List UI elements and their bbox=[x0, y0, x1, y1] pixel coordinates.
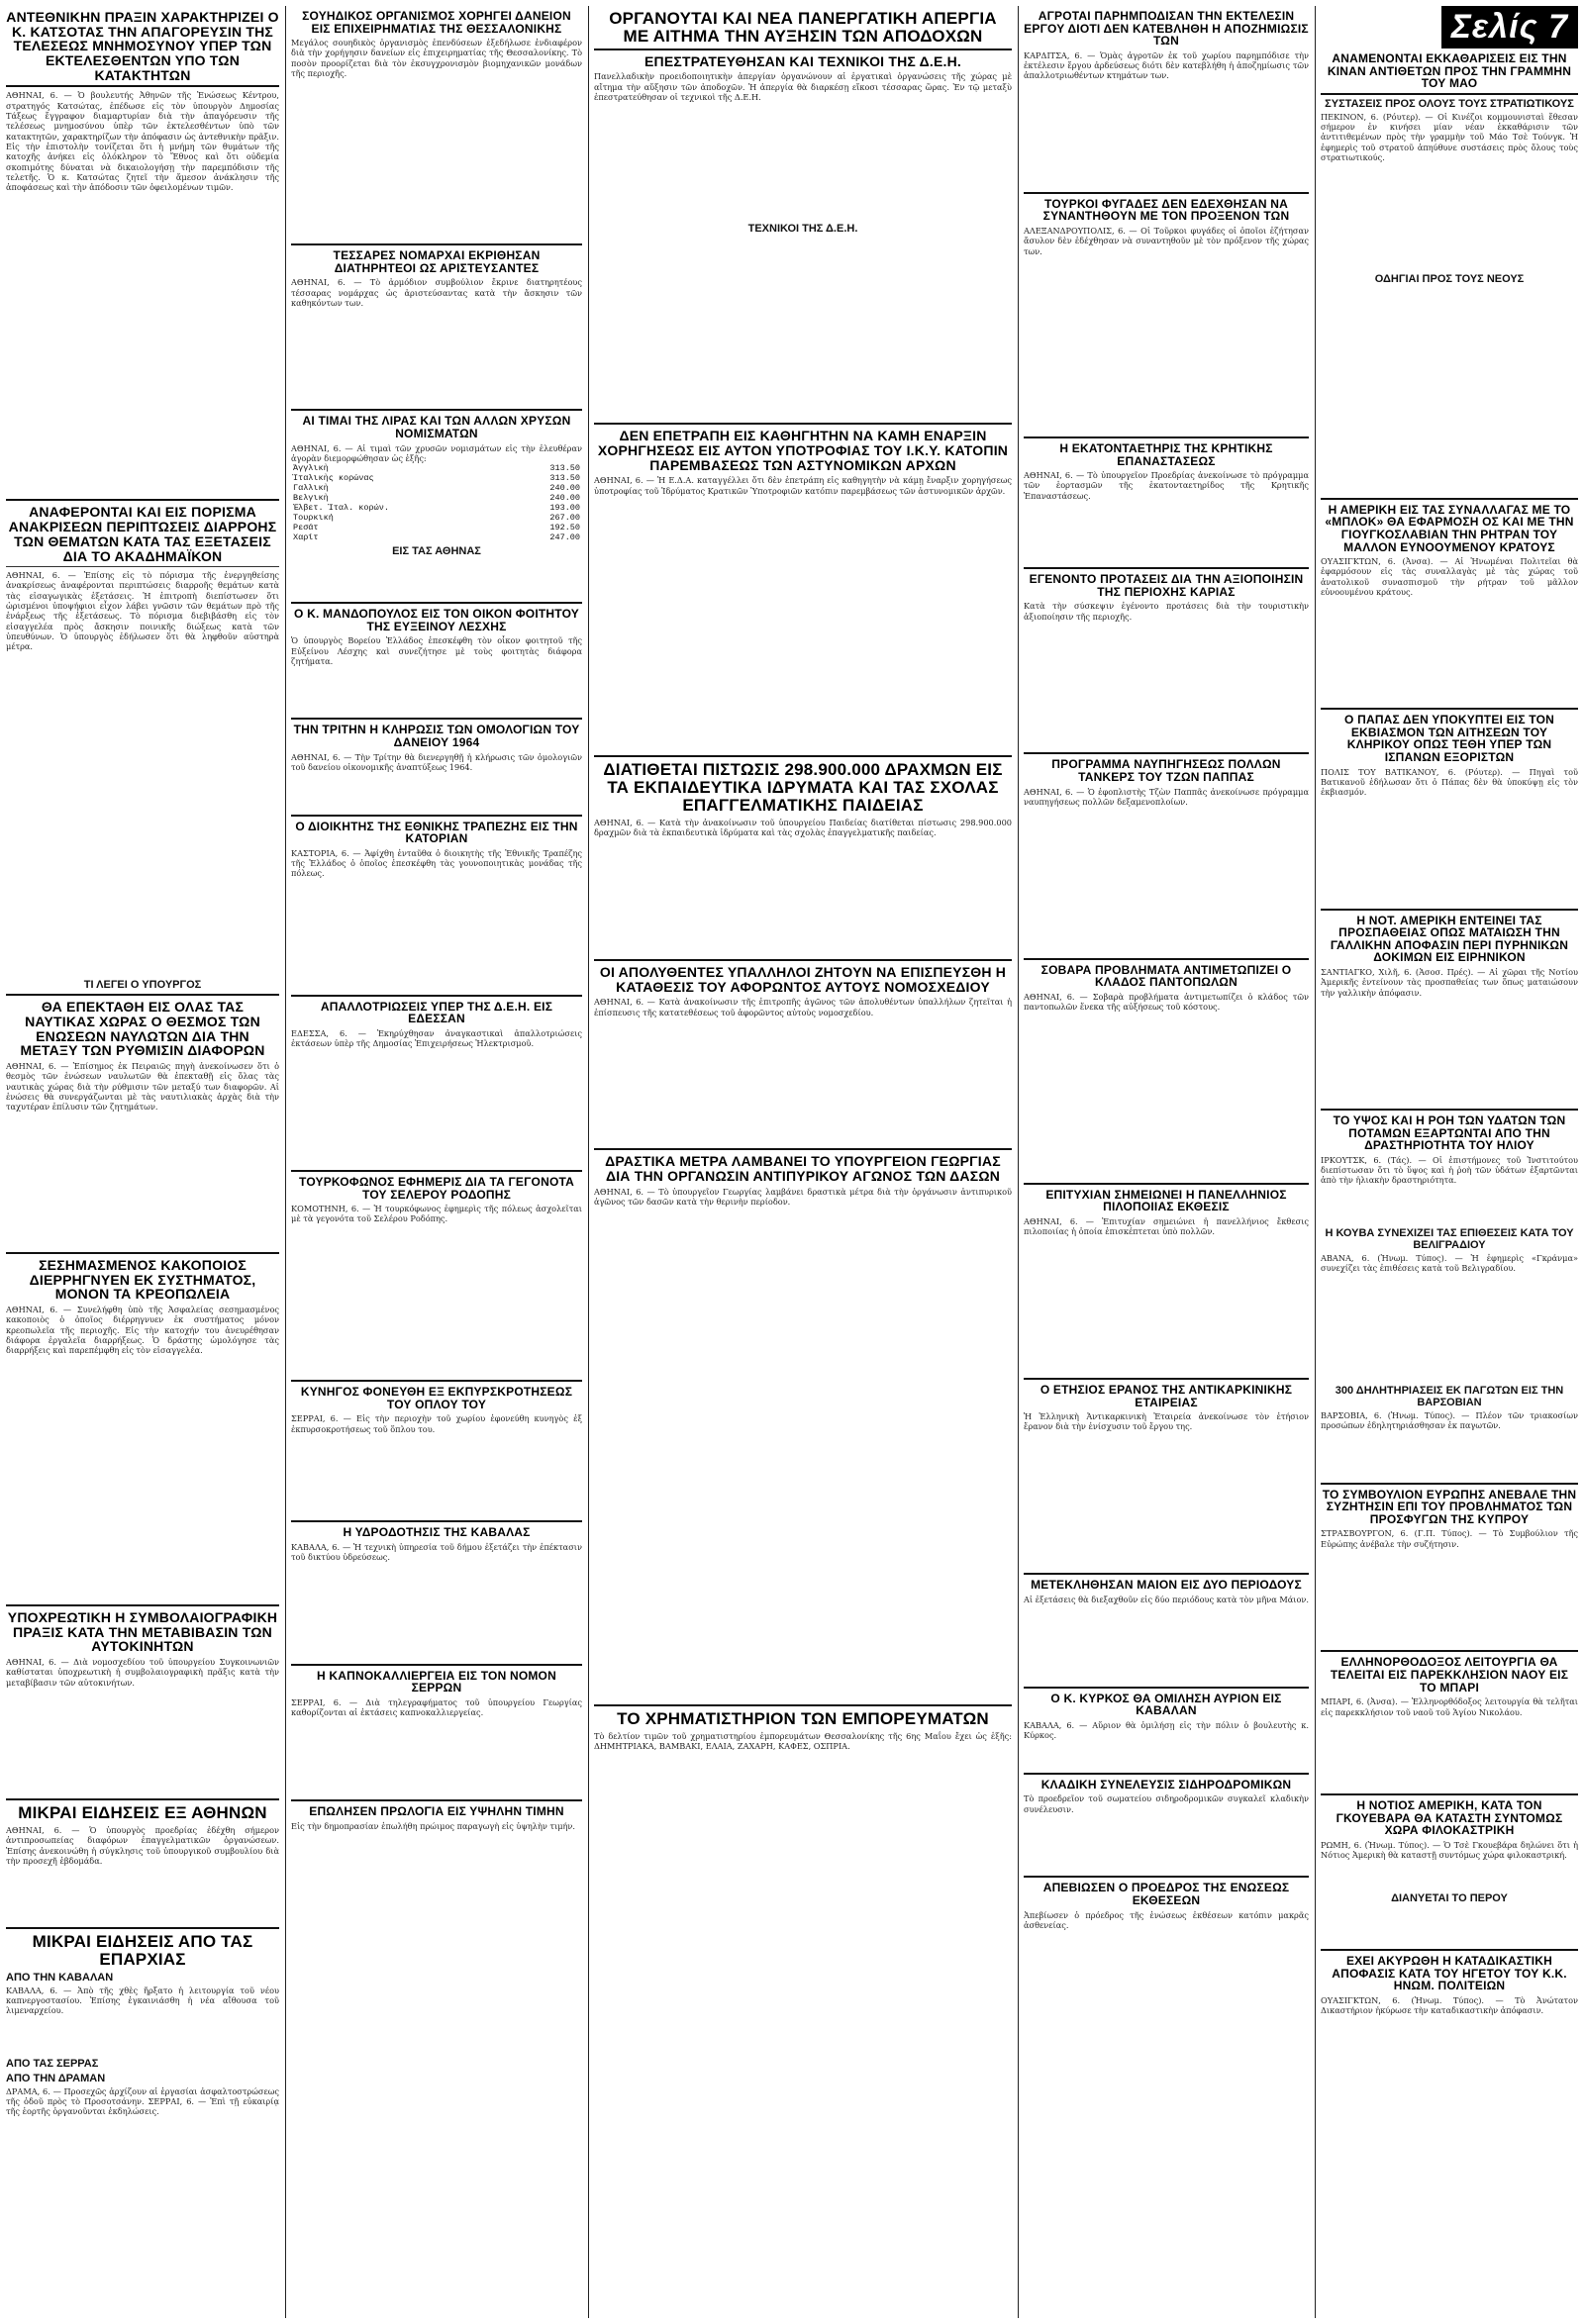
gold-price-row bbox=[291, 523, 582, 533]
headline: ΕΧΕΙ ΑΚΥΡΩΘΗ Η ΚΑΤΑΔΙΚΑΣΤΙΚΗ ΑΠΟΦΑΣΙΣ ΚΑΤΑ ΤΟΥ ΗΓΕΤΟΥ ΤΟΥ Κ.Κ. ΗΝΩΜ. ΠΟΛΙΤΕΙΩΝ bbox=[1332, 1954, 1567, 1993]
article-body: ΑΒΑΝΑ, 6. (Ἡνωμ. Τύπος). — Ἡ ἐφημερὶς «Γκράνμα» συνεχίζει τὰς ἐπιθέσεις κατὰ τοῦ Βελιγραδίου. bbox=[1321, 1252, 1578, 1273]
article-body: ΚΑΒΑΛΑ, 6. — Αὔριον θὰ ὁμιλήσῃ εἰς τὴν πόλιν ὁ βουλευτὴς κ. Κύρκος. bbox=[1024, 1719, 1309, 1741]
gold-price-row bbox=[291, 513, 582, 523]
divider bbox=[1321, 93, 1578, 95]
article-body: ΠΕΚΙΝΟΝ, 6. (Ρόυτερ). — Οἱ Κινέζοι κομμουνισταὶ ἔθεσαν σήμερον ἐν κινήσει μίαν νέαν ἐκκαθάρισιν τῶν ἀντιτιθεμένων πρὸς τὴν γραμμὴν τοῦ Μάο Τσὲ Τούνγκ. Ἡ ἐφημερὶς τοῦ στρατοῦ ἀπηύθυνε συστάσεις πρὸς ὅλους τοὺς στρατιωτικούς. bbox=[1321, 111, 1578, 162]
article-body: Ἡ Ἑλληνικὴ Ἀντικαρκινικὴ Ἑταιρεία ἀνεκοίνωσε τὸν ἐτήσιον ἔρανον διὰ τὴν ἐνίσχυσιν τοῦ ἔργου της. bbox=[1024, 1411, 1309, 1432]
divider bbox=[1321, 1483, 1578, 1485]
headline: ΣΟΒΑΡΑ ΠΡΟΒΛΗΜΑΤΑ ΑΝΤΙΜΕΤΩΠΙΖΕΙ Ο ΚΛΑΔΟΣ ΠΑΝΤΟΠΩΛΩΝ bbox=[1040, 962, 1292, 990]
headline: ΤΟ ΧΡΗΜΑΤΙΣΤΗΡΙΟΝ ΤΩΝ ΕΜΠΟΡΕΥΜΑΤΩΝ bbox=[617, 1708, 989, 1728]
article-body: Μεγάλος σουηδικὸς ὀργανισμὸς ἐπενδύσεων ἐξεδήλωσε ἐνδιαφέρον διὰ τὴν χορήγησιν δανείων εἰς ἐπιχειρηματίας τῆς Θεσσαλονίκης. Τὸ ποσὸν προορίζεται διὰ τὸν ἐκσυγχρονισμὸν βιομηχανικῶν μονάδων τῆς περιοχῆς. bbox=[291, 38, 582, 79]
article-body: ΑΘΗΝΑΙ, 6. — Τὸ ὑπουργεῖον Γεωργίας λαμβάνει δραστικὰ μέτρα διὰ τὴν ὀργάνωσιν ἀντιπυρικοῦ ἀγῶνος τῶν δασῶν κατὰ τὴν θερινὴν περίοδον. bbox=[594, 1186, 1012, 1208]
article-body: Κατὰ τὴν σύσκεψιν ἐγένοντο προτάσεις διὰ τὴν τουριστικὴν ἀξιοποίησιν τῆς περιοχῆς. bbox=[1024, 601, 1309, 622]
subhead: 300 ΔΗΛΗΤΗΡΙΑΣΕΙΣ ΕΚ ΠΑΓΩΤΩΝ ΕΙΣ ΤΗΝ ΒΑΡΣΟΒΙΑΝ bbox=[1335, 1384, 1564, 1408]
divider bbox=[1024, 1378, 1309, 1380]
headline: ΣΕΣΗΜΑΣΜΕΝΟΣ ΚΑΚΟΠΟΙΟΣ ΔΙΕΡΡΗΓΝΥΕΝ ΕΚ ΣΥΣΤΗΜΑΤΟΣ, ΜΟΝΟΝ ΤΑ ΚΡΕΟΠΩΛΕΙΑ bbox=[29, 1256, 256, 1303]
gold-price-row bbox=[291, 503, 582, 513]
divider bbox=[594, 48, 1012, 50]
subhead: ΟΔΗΓΙΑΙ ΠΡΟΣ ΤΟΥΣ ΝΕΟΥΣ bbox=[1374, 272, 1525, 285]
article-body: ΑΘΗΝΑΙ, 6. — Τὴν Τρίτην θὰ διενεργηθῇ ἡ κλήρωσις τῶν ὁμολογιῶν τοῦ δανείου οἰκονομικῆς ἀναπτύξεως 1964. bbox=[291, 751, 582, 772]
article-body bbox=[1321, 1906, 1578, 1946]
headline: ΘΑ ΕΠΕΚΤΑΘΗ ΕΙΣ ΟΛΑΣ ΤΑΣ ΝΑΥΤΙΚΑΣ ΧΩΡΑΣ Ο ΘΕΣΜΟΣ ΤΩΝ ΕΝΩΣΕΩΝ ΝΑΥΛΩΤΩΝ ΔΙΑ ΤΗΝ ΜΕΤΑΞΥ ΤΩΝ ΡΥΘΜΙΣΙΝ ΔΙΑΦΟΡΩΝ bbox=[20, 999, 265, 1059]
headline: ΤΟ ΣΥΜΒΟΥΛΙΟΝ ΕΥΡΩΠΗΣ ΑΝΕΒΑΛΕ ΤΗΝ ΣΥΖΗΤΗΣΙΝ ΕΠΙ ΤΟΥ ΠΡΟΒΛΗΜΑΤΟΣ ΤΩΝ ΠΡΟΣΦΥΓΩΝ ΤΗΣ ΚΥΠΡΟΥ bbox=[1322, 1487, 1577, 1526]
coin-price: 193.00 bbox=[549, 503, 580, 514]
article-body: Αἱ ἐξετάσεις θὰ διεξαχθοῦν εἰς δύο περιόδους κατὰ τὸν μῆνα Μάιον. bbox=[1024, 1594, 1309, 1604]
article-body: Τὸ προεδρεῖον τοῦ σωματείου σιδηροδρομικῶν συγκαλεῖ κλαδικὴν συνέλευσιν. bbox=[1024, 1793, 1309, 1814]
divider bbox=[594, 423, 1012, 425]
divider bbox=[1321, 1109, 1578, 1111]
divider bbox=[291, 1799, 582, 1801]
headline: ΤΟ ΥΨΟΣ ΚΑΙ Η ΡΟΗ ΤΩΝ ΥΔΑΤΩΝ ΤΩΝ ΠΟΤΑΜΩΝ ΕΞΑΡΤΩΝΤΑΙ ΑΠΟ ΤΗΝ ΔΡΑΣΤΗΡΙΟΤΗΤΑ ΤΟΥ ΗΛΙΟΥ bbox=[1333, 1113, 1566, 1153]
headline: Ο Κ. ΜΑΝΔΟΠΟΥΛΟΣ ΕΙΣ ΤΟΝ ΟΙΚΟΝ ΦΟΙΤΗΤΟΥ ΤΗΣ ΕΥΞΕΙΝΟΥ ΛΕΣΧΗΣ bbox=[294, 607, 579, 633]
headline: Η ΝΟΤΙΟΣ ΑΜΕΡΙΚΗ, ΚΑΤΑ ΤΟΝ ΓΚΟΥΕΒΑΡΑ ΘΑ ΚΑΤΑΣΤΗ ΣΥΝΤΟΜΩΣ ΧΩΡΑ ΦΙΛΟΚΑΣΤΡΙΚΗ bbox=[1336, 1798, 1563, 1838]
article-body: ΑΛΕΞΑΝΔΡΟΥΠΟΛΙΣ, 6. — Οἱ Τοῦρκοι φυγάδες οἱ ὁποῖοι ἐζήτησαν ἄσυλον δὲν ἐδέχθησαν νὰ συναντηθοῦν μὲ τὸν πρόξενον τῆς χώρας των. bbox=[1024, 225, 1309, 256]
headline: ΑΠΑΛΛΟΤΡΙΩΣΕΙΣ ΥΠΕΡ ΤΗΣ Δ.Ε.Η. ΕΙΣ ΕΔΕΣΣΑΝ bbox=[320, 999, 553, 1026]
article-body: ΑΘΗΝΑΙ, 6. — Ἐπίσης εἰς τὸ πόρισμα τῆς ἐνεργηθείσης ἀνακρίσεως ἀναφέρονται περιπτώσεις διαρροῆς θεμάτων κατὰ τὰς εἰσαγωγικὰς ἐξετάσεις. Ἡ ἐπιτροπὴ διεπίστωσεν ὅτι ὡρισμένοι ὑποψήφιοι εἶχον λάβει γνῶσιν τῶν θεμάτων πρὸ τῆς ἐνάρξεως τῆς ἐξετάσεως. Τὸ πόρισμα διεβιβάσθη εἰς τὸν εἰσαγγελέα πρὸς ἄσκησιν ποινικῆς διώξεως κατὰ τῶν ὑπευθύνων. Ὁ ὑπουργὸς ἐδήλωσεν ὅτι θὰ ληφθοῦν αὐστηρὰ μέτρα. bbox=[6, 570, 279, 652]
article-body: ΡΩΜΗ, 6. (Ἡνωμ. Τύπος). — Ὁ Τσὲ Γκουεβάρα δηλώνει ὅτι ἡ Νότιος Ἀμερικὴ θὰ καταστῇ συντόμως χώρα φιλοκαστρική. bbox=[1321, 1840, 1578, 1861]
divider bbox=[594, 959, 1012, 961]
divider bbox=[291, 815, 582, 817]
divider bbox=[291, 718, 582, 720]
article-body: ΜΠΑΡΙ, 6. (Ἀνσα). — Ἑλληνορθόδοξος λειτουργία θὰ τελῆται εἰς παρεκκλήσιον τοῦ ναοῦ τοῦ Ἁγίου Νικολάου. bbox=[1321, 1696, 1578, 1717]
divider bbox=[1024, 1183, 1309, 1185]
gold-price-row bbox=[291, 533, 582, 542]
coin-price: 240.00 bbox=[549, 483, 580, 494]
divider bbox=[1321, 1949, 1578, 1951]
masthead bbox=[1321, 6, 1578, 48]
divider bbox=[1321, 498, 1578, 500]
article-body: ΣΕΡΡΑΙ, 6. — Εἰς τὴν περιοχὴν τοῦ χωρίου ἐφονεύθη κυνηγὸς ἐξ ἐκπυρσοκροτήσεως τοῦ ὅπλου του. bbox=[291, 1413, 582, 1434]
divider bbox=[291, 409, 582, 411]
subhead: ΣΥΣΤΑΣΕΙΣ ΠΡΟΣ ΟΛΟΥΣ ΤΟΥΣ ΣΤΡΑΤΙΩΤΙΚΟΥΣ bbox=[1325, 97, 1574, 110]
article-body: ΑΘΗΝΑΙ, 6. — Ὁ ἐφοπλιστὴς Τζὼν Παππᾶς ἀνεκοίνωσε πρόγραμμα ναυπηγήσεως πολλῶν δεξαμενοπλοίων. bbox=[1024, 786, 1309, 807]
headline: ΑΙ ΤΙΜΑΙ ΤΗΣ ΛΙΡΑΣ ΚΑΙ ΤΩΝ ΑΛΛΩΝ ΧΡΥΣΩΝ ΝΟΜΙΣΜΑΤΩΝ bbox=[302, 414, 571, 440]
article-body bbox=[291, 559, 582, 599]
gold-price-row bbox=[291, 493, 582, 503]
divider bbox=[594, 1704, 1012, 1706]
divider bbox=[6, 1604, 279, 1606]
headline: Η ΑΜΕΡΙΚΗ ΕΙΣ ΤΑΣ ΣΥΝΑΛΛΑΓΑΣ ΜΕ ΤΟ «ΜΠΛΟΚ» ΘΑ ΕΦΑΡΜΟΣΗ ΟΣ ΚΑΙ ΜΕ ΤΗΝ ΓΙΟΥΓΚΟΣΛΑΒΙΑΝ ΤΗΝ ΡΗΤΡΑΝ ΤΟΥ ΜΑΛΛΟΝ ΕΥΝΟΟΥΜΕΝΟΥ ΚΡΑΤΟΥΣ bbox=[1325, 502, 1574, 554]
headline: ΜΙΚΡΑΙ ΕΙΔΗΣΕΙΣ ΕΞ ΑΘΗΝΩΝ bbox=[18, 1803, 267, 1823]
headline: ΜΕΤΕΚΛΗΘΗΣΑΝ ΜΑΙΟΝ ΕΙΣ ΔΥΟ ΠΕΡΙΟΔΟΥΣ bbox=[1031, 1578, 1302, 1593]
column-1 bbox=[6, 6, 279, 2146]
gold-price-row bbox=[291, 473, 582, 483]
article-body: Ἀπεβίωσεν ὁ πρόεδρος τῆς ἑνώσεως ἐκθέσεων κατόπιν μακρᾶς ἀσθενείας. bbox=[1024, 1909, 1309, 1930]
article-body: ΑΘΗΝΑΙ, 6. — Σοβαρὰ προβλήματα ἀντιμετωπίζει ὁ κλάδος τῶν παντοπωλῶν ἕνεκα τῆς αὐξήσεως τοῦ κόστους. bbox=[1024, 991, 1309, 1013]
subhead: ΑΠΟ ΤΗΝ ΚΑΒΑΛΑΝ bbox=[6, 1971, 114, 1984]
coin-price: 313.50 bbox=[549, 463, 580, 474]
article-body: Ὁ ὑπουργὸς Βορείου Ἑλλάδος ἐπεσκέφθη τὸν οἶκον φοιτητοῦ τῆς Εὐξείνου Λέσχης καὶ συνεζήτησε μὲ τοὺς φοιτητὰς διάφορα ζητήματα. bbox=[291, 635, 582, 666]
coin-name: Τουρκική bbox=[293, 513, 334, 524]
divider bbox=[291, 1664, 582, 1666]
divider bbox=[291, 995, 582, 997]
divider bbox=[1321, 1650, 1578, 1652]
divider bbox=[1321, 909, 1578, 911]
article-body: ΑΘΗΝΑΙ, 6. — Κατὰ τὴν ἀνακοίνωσιν τοῦ ὑπουργείου Παιδείας διατίθεται πίστωσις 298.900.000 δραχμῶν διὰ τὰ ἐκπαιδευτικὰ ἱδρύματα καὶ τὰς σχολὰς ἐπαγγελματικῆς παιδείας. bbox=[594, 817, 1012, 838]
article-body: ΑΘΗΝΑΙ, 6. — Συνελήφθη ὑπὸ τῆς Ἀσφαλείας σεσημασμένος κακοποιὸς ὁ ὁποῖος διέρρηγνυεν ἐκ συστήματος μόνον κρεοπωλεῖα τῆς περιοχῆς. Εἰς τὴν κατοχήν του ἀνευρέθησαν διάφορα ἐργαλεῖα διαρρήξεως. Ὁ δράστης ὡμολόγησε τὰς διαρρήξεις καὶ παρεπέμφθη εἰς τὸν εἰσαγγελέα. bbox=[6, 1305, 279, 1356]
headline: ΑΝΑΜΕΝΟΝΤΑΙ ΕΚΚΑΘΑΡΙΣΕΙΣ ΕΙΣ ΤΗΝ ΚΙΝΑΝ ΑΝΤΙΘΕΤΩΝ ΠΡΟΣ ΤΗΝ ΓΡΑΜΜΗΝ ΤΟΥ ΜΑΟ bbox=[1327, 51, 1572, 91]
article-body: ΣΕΡΡΑΙ, 6. — Διὰ τηλεγραφήματος τοῦ ὑπουργείου Γεωργίας καθορίζονται αἱ ἐκτάσεις καπνοκαλλιεργείας. bbox=[291, 1697, 582, 1718]
divider bbox=[291, 1520, 582, 1522]
divider bbox=[1024, 1773, 1309, 1775]
divider bbox=[6, 1927, 279, 1929]
coin-name: Ἑλβετ. Ἰταλ. κορών. bbox=[293, 503, 389, 514]
divider bbox=[1024, 1573, 1309, 1575]
article-body: ΑΘΗΝΑΙ, 6. — Τὸ ἀρμόδιον συμβούλιον ἔκρινε διατηρητέους τέσσαρας νομάρχας ὡς ἀριστεύσαντας κατὰ τὴν ἄσκησιν τῶν καθηκόντων των. bbox=[291, 277, 582, 308]
headline: ΕΠΩΛΗΣΕΝ ΠΡΩΛΟΓΙΑ ΕΙΣ ΥΨΗΛΗΝ ΤΙΜΗΝ bbox=[309, 1804, 564, 1819]
article-body: Τὸ δελτίον τιμῶν τοῦ χρηματιστηρίου ἐμπορευμάτων Θεσσαλονίκης τῆς 6ης Μαΐου ἔχει ὡς ἑξῆς: ΔΗΜΗΤΡΙΑΚΑ, ΒΑΜΒΑΚΙ, ΕΛΑΙΑ, ΖΑΧΑΡΗ, ΚΑΦΕΣ, ΟΣΠΡΙΑ. bbox=[594, 1730, 1012, 1751]
article-body: ΣΤΡΑΣΒΟΥΡΓΟΝ, 6. (Γ.Π. Τύπος). — Τὸ Συμβούλιον τῆς Εὐρώπης ἀνέβαλε τὴν συζήτησιν. bbox=[1321, 1528, 1578, 1549]
headline: Η ΚΑΠΝΟΚΑΛΛΙΕΡΓΕΙΑ ΕΙΣ ΤΟΝ ΝΟΜΟΝ ΣΕΡΡΩΝ bbox=[317, 1668, 556, 1695]
subhead: ΤΕΧΝΙΚΟΙ ΤΗΣ Δ.Ε.Η. bbox=[747, 223, 858, 236]
headline: ΤΕΣΣΑΡΕΣ ΝΟΜΑΡΧΑΙ ΕΚΡΙΘΗΣΑΝ ΔΙΑΤΗΡΗΤΕΟΙ ΩΣ ΑΡΙΣΤΕΥΣΑΝΤΕΣ bbox=[333, 248, 541, 275]
divider bbox=[594, 1148, 1012, 1150]
headline: Ο ΠΑΠΑΣ ΔΕΝ ΥΠΟΚΥΠΤΕΙ ΕΙΣ ΤΟΝ ΕΚΒΙΑΣΜΟΝ ΤΩΝ ΑΙΤΗΣΕΩΝ ΤΟΥ ΚΛΗΡΙΚΟΥ ΟΠΩΣ ΤΕΘΗ ΥΠΕΡ ΤΩΝ ΙΣΠΑΝΩΝ ΕΞΟΡΙΣΤΩΝ bbox=[1344, 713, 1554, 764]
headline: ΚΥΝΗΓΟΣ ΦΟΝΕΥΘΗ ΕΞ ΕΚΠΥΡΣΚΡΟΤΗΣΕΩΣ ΤΟΥ ΟΠΛΟΥ ΤΟΥ bbox=[300, 1385, 573, 1411]
coin-price: 192.50 bbox=[549, 523, 580, 533]
column-divider bbox=[588, 6, 589, 2318]
headline: ΤΟΥΡΚΟΦΩΝΟΣ ΕΦΗΜΕΡΙΣ ΔΙΑ ΤΑ ΓΕΓΟΝΟΤΑ ΤΟΥ ΣΕΛΕΡΟΥ ΡΟΔΟΠΗΣ bbox=[299, 1174, 574, 1202]
article-body: ΑΘΗΝΑΙ, 6. — Αἱ τιμαὶ τῶν χρυσῶν νομισμάτων εἰς τὴν ἐλευθέραν ἀγορὰν διεμορφώθησαν ὡς ἑξῆς: bbox=[291, 442, 582, 463]
article-body: ΑΘΗΝΑΙ, 6. — Ἡ Ε.Δ.Α. καταγγέλλει ὅτι δὲν ἐπετράπη εἰς καθηγητὴν νὰ κάμῃ ἔναρξιν χορηγήσεως ὑποτροφίας τοῦ Ἱδρύματος Κρατικῶν Ὑποτροφιῶν κατόπιν παρεμβάσεως τῶν ἀστυνομικῶν ἀρχῶν. bbox=[594, 475, 1012, 496]
article-body: ΑΘΗΝΑΙ, 6. — Ἐπίσημος ἐκ Πειραιῶς πηγὴ ἀνεκοίνωσεν ὅτι ὁ θεσμὸς τῶν ἑνώσεων ναυλωτῶν θὰ ἐπεκταθῇ εἰς ὅλας τὰς ναυτικὰς χώρας διὰ τὴν ρύθμισιν τῶν μεταξύ των διαφορῶν. Αἱ ἑνώσεις θὰ συνεργάζωνται μὲ τὰς ναυτιλιακὰς ἀρχὰς διὰ τὴν ταχυτέραν ἐπίλυσιν τῶν ζητημάτων. bbox=[6, 1060, 279, 1113]
subhead: Η ΚΟΥΒΑ ΣΥΝΕΧΙΖΕΙ ΤΑΣ ΕΠΙΘΕΣΕΙΣ ΚΑΤΑ ΤΟΥ ΒΕΛΙΓΡΑΔΙΟΥ bbox=[1325, 1226, 1574, 1251]
article-body: Πανελλαδικὴν προειδοποιητικὴν ἀπεργίαν ὀργανώνουν αἱ ἐργατικαὶ ὀργανώσεις τῆς χώρας μὲ αἴτημα τὴν αὔξησιν τῶν ἀποδοχῶν. Ἡ ἀπεργία θὰ διαρκέσῃ εἴκοσι τέσσαρας ὥρας. Ἐν τῷ μεταξὺ ἐπεστρατεύθησαν οἱ τεχνικοὶ τῆς Δ.Ε.Η. bbox=[594, 71, 1012, 102]
subheadline: ΕΠΕΣΤΡΑΤΕΥΘΗΣΑΝ ΚΑΙ ΤΕΧΝΙΚΟΙ ΤΗΣ Δ.Ε.Η. bbox=[644, 52, 961, 69]
subhead: ΑΠΟ ΤΗΝ ΔΡΑΜΑΝ bbox=[6, 2072, 106, 2084]
headline: ΑΓΡΟΤΑΙ ΠΑΡΗΜΠΟΔΙΣΑΝ ΤΗΝ ΕΚΤΕΛΕΣΙΝ ΕΡΓΟΥ ΔΙΟΤΙ ΔΕΝ ΚΑΤΕΒΛΗΘΗ Η ΑΠΟΖΗΜΙΩΣΙΣ ΤΩΝ bbox=[1024, 9, 1309, 48]
headline: ΟΡΓΑΝΟΥΤΑΙ ΚΑΙ ΝΕΑ ΠΑΝΕΡΓΑΤΙΚΗ ΑΠΕΡΓΙΑ ΜΕ ΑΙΤΗΜΑ ΤΗΝ ΑΥΞΗΣΙΝ ΤΩΝ ΑΠΟΔΟΧΩΝ bbox=[609, 9, 997, 46]
article-body bbox=[1321, 287, 1578, 495]
divider bbox=[1321, 708, 1578, 710]
newspaper-page bbox=[6, 6, 1578, 2318]
gold-price-table bbox=[291, 463, 582, 542]
headline: ΕΠΙΤΥΧΙΑΝ ΣΗΜΕΙΩΝΕΙ Η ΠΑΝΕΛΛΗΝΙΟΣ ΠΙΛΟΠΟΙΙΑΣ ΕΚΘΕΣΙΣ bbox=[1045, 1187, 1287, 1214]
article-body: ΚΑΡΔΙΤΣΑ, 6. — Ὁμὰς ἀγροτῶν ἐκ τοῦ χωρίου παρημπόδισε τὴν ἐκτέλεσιν ἔργου ἀρδεύσεως διότι δὲν κατεβλήθη ἡ ἀποζημίωσις τῶν ἀπαλλοτριωθέντων κτημάτων των. bbox=[1024, 49, 1309, 81]
article-body: ΑΘΗΝΑΙ, 6. — Κατὰ ἀνακοίνωσιν τῆς ἐπιτροπῆς ἀγῶνος τῶν ἀπολυθέντων ὑπαλλήλων ζητεῖται ἡ ἐπίσπευσις τῆς κατατεθέσεως τοῦ ἀφορῶντος αὐτοὺς νομοσχεδίου. bbox=[594, 997, 1012, 1017]
coin-price: 247.00 bbox=[549, 533, 580, 543]
headline: ΟΙ ΑΠΟΛΥΘΕΝΤΕΣ ΥΠΑΛΛΗΛΟΙ ΖΗΤΟΥΝ ΝΑ ΕΠΙΣΠΕΥΣΘΗ Η ΚΑΤΑΘΕΣΙΣ ΤΟΥ ΑΦΟΡΩΝΤΟΣ ΑΥΤΟΥΣ ΝΟΜΟΣΧΕΔΙΟΥ bbox=[599, 963, 1007, 995]
headline: ΜΙΚΡΑΙ ΕΙΔΗΣΕΙΣ ΑΠΟ ΤΑΣ ΕΠΑΡΧΙΑΣ bbox=[32, 1931, 253, 1969]
divider bbox=[6, 994, 279, 996]
divider bbox=[6, 1798, 279, 1800]
subhead: ΔΙΑΝΥΕΤΑΙ ΤΟ ΠΕΡΟΥ bbox=[1391, 1892, 1508, 1905]
headline: ΥΠΟΧΡΕΩΤΙΚΗ Η ΣΥΜΒΟΛΑΙΟΓΡΑΦΙΚΗ ΠΡΑΞΙΣ ΚΑΤΑ ΤΗΝ ΜΕΤΑΒΙΒΑΣΙΝ ΤΩΝ ΑΥΤΟΚΙΝΗΤΩΝ bbox=[7, 1609, 278, 1655]
headline: ΠΡΟΓΡΑΜΜΑ ΝΑΥΠΗΓΗΣΕΩΣ ΠΟΛΛΩΝ ΤΑΝΚΕΡΣ ΤΟΥ ΤΖΩΝ ΠΑΠΠΑΣ bbox=[1051, 757, 1281, 784]
column-divider bbox=[1018, 6, 1019, 2318]
headline: Ο ΔΙΟΙΚΗΤΗΣ ΤΗΣ ΕΘΝΙΚΗΣ ΤΡΑΠΕΖΗΣ ΕΙΣ ΤΗΝ ΚΑΤΟΡΙΑΝ bbox=[295, 819, 578, 846]
article-body: ΠΟΛΙΣ ΤΟΥ ΒΑΤΙΚΑΝΟΥ, 6. (Ρόυτερ). — Πηγαὶ τοῦ Βατικανοῦ ἐδήλωσαν ὅτι ὁ Πάπας δὲν θὰ ὑποκύψῃ εἰς τὸν ἐκβιασμόν. bbox=[1321, 766, 1578, 798]
divider bbox=[6, 499, 279, 501]
article-body: ΑΘΗΝΑΙ, 6. — Διὰ νομοσχεδίου τοῦ ὑπουργείου Συγκοινωνιῶν καθίσταται ὑποχρεωτικὴ ἡ συμβολαιογραφικὴ πρᾶξις κατὰ τὴν μεταβίβασιν τῶν αὐτοκινήτων. bbox=[6, 1657, 279, 1688]
article-body: ΚΑΒΑΛΑ, 6. — Ἀπὸ τῆς χθὲς ἤρξατο ἡ λειτουργία τοῦ νέου καπνεργοστασίου. Ἐπίσης ἐγκαινιάσθη ἡ νέα αἴθουσα τοῦ λιμεναρχείου. bbox=[6, 1985, 279, 2016]
headline: ΚΛΑΔΙΚΗ ΣΥΝΕΛΕΥΣΙΣ ΣΙΔΗΡΟΔΡΟΜΙΚΩΝ bbox=[1040, 1777, 1292, 1791]
headline: ΑΠΕΒΙΩΣΕΝ Ο ΠΡΟΕΔΡΟΣ ΤΗΣ ΕΝΩΣΕΩΣ ΕΚΘΕΣΕΩΝ bbox=[1042, 1881, 1290, 1908]
divider bbox=[1024, 567, 1309, 569]
divider bbox=[291, 602, 582, 604]
article-body: ΣΑΝΤΙΑΓΚΟ, Χιλῆ, 6. (Ἀσοσ. Πρές). — Αἱ χῶραι τῆς Νοτίου Ἀμερικῆς ἐντείνουν τὰς προσπαθείας των ὅπως ματαιώσουν τὴν γαλλικὴν ἀπόφασιν. bbox=[1321, 966, 1578, 998]
headline: ΕΓΕΝΟΝΤΟ ΠΡΟΤΑΣΕΙΣ ΔΙΑ ΤΗΝ ΑΞΙΟΠΟΙΗΣΙΝ ΤΗΣ ΠΕΡΙΟΧΗΣ ΚΑΡΙΑΣ bbox=[1029, 572, 1304, 599]
article-body: ΑΘΗΝΑΙ, 6. — Ἐπιτυχίαν σημειώνει ἡ πανελλήνιος ἔκθεσις πιλοποιίας ἡ ὁποία ἐπισκέπτεται ὑπὸ πολλῶν. bbox=[1024, 1215, 1309, 1237]
coin-name: Ρεσάτ bbox=[293, 523, 319, 533]
divider bbox=[1321, 1793, 1578, 1795]
page-label: Σελίς 7 bbox=[1441, 6, 1578, 48]
divider bbox=[291, 1380, 582, 1382]
headline: ΑΝΑΦΕΡΟΝΤΑΙ ΚΑΙ ΕΙΣ ΠΟΡΙΣΜΑ ΑΝΑΚΡΙΣΕΩΝ ΠΕΡΙΠΤΩΣΕΙΣ ΔΙΑΡΡΟΗΣ ΤΩΝ ΘΕΜΑΤΩΝ ΚΑΤΑ ΤΑΣ ΕΞΕΤΑΣΕΙΣ ΔΙΑ ΤΟ ΑΚΑΔΗΜΑΪΚΟΝ bbox=[8, 504, 277, 564]
column-3 bbox=[594, 6, 1012, 1929]
divider bbox=[6, 1252, 279, 1254]
coin-price: 267.00 bbox=[549, 513, 580, 524]
headline: ΔΙΑΤΙΘΕΤΑΙ ΠΙΣΤΩΣΙΣ 298.900.000 ΔΡΑΧΜΩΝ ΕΙΣ ΤΑ ΕΚΠΑΙΔΕΥΤΙΚΑ ΙΔΡΥΜΑΤΑ ΚΑΙ ΤΑΣ ΣΧΟΛΑΣ ΕΠΑΓΓΕΛΜΑΤΙΚΗΣ ΠΑΙΔΕΙΑΣ bbox=[603, 760, 1003, 816]
divider bbox=[1024, 1876, 1309, 1878]
article-body: ΟΥΑΣΙΓΚΤΩΝ, 6. (Ἀνσα). — Αἱ Ἡνωμέναι Πολιτεῖαι θὰ ἐφαρμόσουν εἰς τὰς συναλλαγὰς μὲ τὰς χώρας τοῦ ἀνατολικοῦ συνασπισμοῦ τὴν ρήτραν τοῦ μᾶλλον εὐνοουμένου κράτους. bbox=[1321, 556, 1578, 598]
coin-name: Ἰταλικὴς κορώνας bbox=[293, 473, 374, 484]
column-divider bbox=[1315, 6, 1316, 2318]
divider bbox=[1024, 752, 1309, 754]
coin-price: 313.50 bbox=[549, 473, 580, 484]
article-body: ΚΑΒΑΛΑ, 6. — Ἡ τεχνικὴ ὑπηρεσία τοῦ δήμου ἐξετάζει τὴν ἐπέκτασιν τοῦ δικτύου ὑδρεύσεως. bbox=[291, 1541, 582, 1563]
article-body: ΑΘΗΝΑΙ, 6. — Ὁ βουλευτής Ἀθηνῶν τῆς Ἑνώσεως Κέντρου, στρατηγός Κατσώτας, ἐπέδωσε εἰς τὸν ὑπουργὸν Δημοσίας Τάξεως ἔγγραφον διαμαρτυρίαν διὰ τὴν ἀπαγόρευσιν τῆς τελέσεως μνημοσύνου ὑπὲρ τῶν ἐκτελεσθέντων ὑπὸ τῶν κατακτητῶν, χαρακτηρίζων τὴν ἀπόφασιν ὡς ἀντεθνικὴν πρᾶξιν. Εἰς τὴν ἐπιστολὴν τονίζεται ὅτι ἡ μνήμη τῶν θυμάτων τῆς κατοχῆς ἀνήκει εἰς ὁλόκληρον τὸ Ἔθνος καὶ ὅτι οὐδεμία σκοπιμότης δύναται νὰ δικαιολογήσῃ τὴν παρεμπόδισιν τῆς τελετῆς. Ὁ κ. Κατσώτας ζητεῖ τὴν ἄμεσον ἀνάκλησιν τῆς ἀποφάσεως καὶ τὴν ἀπόδοσιν τῶν ὀφειλομένων τιμῶν. bbox=[6, 90, 279, 193]
divider bbox=[594, 755, 1012, 757]
gold-price-row bbox=[291, 463, 582, 473]
divider bbox=[1024, 192, 1309, 194]
headline: ΑΝΤΕΘΝΙΚΗΝ ΠΡΑΞΙΝ ΧΑΡΑΚΤΗΡΙΖΕΙ Ο Κ. ΚΑΤΣΟΤΑΣ ΤΗΝ ΑΠΑΓΟΡΕΥΣΙΝ ΤΗΣ ΤΕΛΕΣΕΩΣ ΜΝΗΜΟΣΥΝΟΥ ΥΠΕΡ ΤΩΝ ΕΚΤΕΛΕΣΘΕΝΤΩΝ ΥΠΟ ΤΩΝ ΚΑΤΑΚΤΗΤΩΝ bbox=[6, 9, 279, 83]
headline: Η ΥΔΡΟΔΟΤΗΣΙΣ ΤΗΣ ΚΑΒΑΛΑΣ bbox=[343, 1525, 531, 1540]
headline: ΔΕΝ ΕΠΕΤΡΑΠΗ ΕΙΣ ΚΑΘΗΓΗΤΗΝ ΝΑ ΚΑΜΗ ΕΝΑΡΞΙΝ ΧΟΡΗΓΗΣΕΩΣ ΕΙΣ ΑΥΤΟΝ ΥΠΟΤΡΟΦΙΑΣ ΤΟΥ Ι.Κ.Υ. ΚΑΤΟΠΙΝ ΠΑΡΕΜΒΑΣΕΩΣ ΤΩΝ ΑΣΤΥΝΟΜΙΚΩΝ ΑΡΧΩΝ bbox=[597, 428, 1009, 473]
headline: Ο Κ. ΚΥΡΚΟΣ ΘΑ ΟΜΙΛΗΣΗ ΑΥΡΙΟΝ ΕΙΣ ΚΑΒΑΛΑΝ bbox=[1050, 1691, 1282, 1718]
headline: ΕΛΛΗΝΟΡΘΟΔΟΞΟΣ ΛΕΙΤΟΥΡΓΙΑ ΘΑ ΤΕΛΕΙΤΑΙ ΕΙΣ ΠΑΡΕΚΚΛΗΣΙΟΝ ΝΑΟΥ ΕΙΣ ΤΟ ΜΠΑΡΙ bbox=[1330, 1655, 1569, 1695]
article-body: ΚΟΜΟΤΗΝΗ, 6. — Ἡ τουρκόφωνος ἐφημερὶς τῆς πόλεως ἀσχολεῖται μὲ τὰ γεγονότα τοῦ Σελέρου Ροδόπης. bbox=[291, 1204, 582, 1224]
headline: Ο ΕΤΗΣΙΟΣ ΕΡΑΝΟΣ ΤΗΣ ΑΝΤΙΚΑΡΚΙΝΙΚΗΣ ΕΤΑΙΡΕΙΑΣ bbox=[1040, 1382, 1293, 1409]
column-divider bbox=[285, 6, 286, 2318]
divider bbox=[1024, 436, 1309, 438]
divider bbox=[1024, 1687, 1309, 1689]
coin-name: Βελγικὴ bbox=[293, 493, 329, 504]
column-2 bbox=[291, 6, 582, 1900]
coin-price: 240.00 bbox=[549, 493, 580, 504]
article-body: Εἰς τὴν δημοπρασίαν ἐπωλήθη πρώιμος παραγωγὴ εἰς ὑψηλὴν τιμήν. bbox=[291, 1820, 575, 1831]
headline: ΤΗΝ ΤΡΙΤΗΝ Η ΚΛΗΡΩΣΙΣ ΤΩΝ ΟΜΟΛΟΓΙΩΝ ΤΟΥ ΔΑΝΕΙΟΥ 1964 bbox=[293, 723, 580, 749]
divider bbox=[6, 85, 279, 87]
subhead: ΤΙ ΛΕΓΕΙ Ο ΥΠΟΥΡΓΟΣ bbox=[83, 979, 202, 992]
article-body: ΕΔΕΣΣΑ, 6. — Ἐκηρύχθησαν ἀναγκαστικαὶ ἀπαλλοτριώσεις ἐκτάσεων ὑπὲρ τῆς Δημοσίας Ἐπιχειρήσεως Ἠλεκτρισμοῦ. bbox=[291, 1027, 582, 1049]
headline: ΣΟΥΗΔΙΚΟΣ ΟΡΓΑΝΙΣΜΟΣ ΧΟΡΗΓΕΙ ΔΑΝΕΙΟΝ ΕΙΣ ΕΠΙΧΕΙΡΗΜΑΤΙΑΣ ΤΗΣ ΘΕΣΣΑΛΟΝΙΚΗΣ bbox=[302, 9, 571, 36]
divider bbox=[1024, 958, 1309, 960]
coin-name: Γαλλικὴ bbox=[293, 483, 329, 494]
column-4 bbox=[1024, 6, 1309, 1970]
article-body: ΚΑΣΤΟΡΙΑ, 6. — Ἀφίχθη ἐνταῦθα ὁ διοικητὴς τῆς Ἐθνικῆς Τραπέζης τῆς Ἑλλάδος ὁ ὁποῖος ἐπεσκέφθη τὰς γουνοποιητικὰς μονάδας τῆς πόλεως. bbox=[291, 847, 582, 879]
headline: Η ΝΟΤ. ΑΜΕΡΙΚΗ ΕΝΤΕΙΝΕΙ ΤΑΣ ΠΡΟΣΠΑΘΕΙΑΣ ΟΠΩΣ ΜΑΤΑΙΩΣΗ ΤΗΝ ΓΑΛΛΙΚΗΝ ΑΠΟΦΑΣΙΝ ΠΕΡΙ ΠΥΡΗΝΙΚΩΝ ΔΟΚΙΜΩΝ ΕΙΣ ΕΙΡΗΝΙΚΟΝ bbox=[1330, 913, 1569, 965]
article-body: ΔΡΑΜΑ, 6. — Προσεχῶς ἀρχίζουν αἱ ἐργασίαι ἀσφαλτοστρώσεως τῆς ὁδοῦ πρὸς τὸ Προσοτσάνην. ΣΕΡΡΑΙ, 6. — Ἐπὶ τῇ εὐκαιρίᾳ τῆς ἑορτῆς ὀργανοῦνται ἐκδηλώσεις. bbox=[6, 2085, 279, 2117]
headline: Η ΕΚΑΤΟΝΤΑΕΤΗΡΙΣ ΤΗΣ ΚΡΗΤΙΚΗΣ ΕΠΑΝΑΣΤΑΣΕΩΣ bbox=[1059, 440, 1273, 468]
article-body: ΑΘΗΝΑΙ, 6. — Τὸ ὑπουργεῖον Προεδρίας ἀνεκοίνωσε τὸ πρόγραμμα τῶν ἑορτασμῶν τῆς ἑκατονταετηρίδος τῆς Κρητικῆς Ἐπαναστάσεως. bbox=[1024, 470, 1309, 501]
article-body: ΙΡΚΟΥΤΣΚ, 6. (Τάς). — Οἱ ἐπιστήμονες τοῦ Ἰνστιτούτου διεπίστωσαν ὅτι τὸ ὕψος καὶ ἡ ῥοὴ τῶν ὑδάτων ἐξαρτῶνται ἀπὸ τὴν ἡλιακὴν δραστηριότητα. bbox=[1321, 1154, 1578, 1186]
article-body: ΑΘΗΝΑΙ, 6. — Ὁ ὑπουργὸς προεδρίας ἐδέχθη σήμερον ἀντιπροσωπείας διαφόρων ἐπαγγελματικῶν ὀργανώσεων. Ἐπίσης ἀνεκοινώθη ἡ σύγκλησις τοῦ ὑπουργικοῦ συμβουλίου διὰ τὴν προσεχῆ ἑβδομάδα. bbox=[6, 1824, 279, 1866]
article-body bbox=[594, 237, 1012, 420]
article-body: ΒΑΡΣΟΒΙΑ, 6. (Ἡνωμ. Τύπος). — Πλέον τῶν τριακοσίων προσώπων ἐδηλητηριάσθησαν ἐκ παγωτῶν. bbox=[1321, 1409, 1578, 1430]
divider bbox=[291, 1170, 582, 1172]
column-5 bbox=[1321, 6, 1578, 2084]
divider bbox=[291, 243, 582, 245]
gold-price-row bbox=[291, 483, 582, 493]
article-body: ΟΥΑΣΙΓΚΤΩΝ, 6. (Ἡνωμ. Τύπος). — Τὸ Ἀνώτατον Δικαστήριον ἠκύρωσε τὴν καταδικαστικὴν ἀπόφασιν. bbox=[1321, 1994, 1578, 2016]
subhead: ΕΙΣ ΤΑΣ ΑΘΗΝΑΣ bbox=[392, 545, 481, 558]
coin-name: Χαρίτ bbox=[293, 533, 319, 543]
headline: ΤΟΥΡΚΟΙ ΦΥΓΑΔΕΣ ΔΕΝ ΕΔΕΧΘΗΣΑΝ ΝΑ ΣΥΝΑΝΤΗΘΟΥΝ ΜΕ ΤΟΝ ΠΡΟΞΕΝΟΝ ΤΩΝ bbox=[1042, 196, 1290, 224]
coin-name: Ἀγγλικὴ bbox=[293, 463, 329, 474]
headline: ΔΡΑΣΤΙΚΑ ΜΕΤΡΑ ΛΑΜΒΑΝΕΙ ΤΟ ΥΠΟΥΡΓΕΙΟΝ ΓΕΩΡΓΙΑΣ ΔΙΑ ΤΗΝ ΟΡΓΑΝΩΣΙΝ ΑΝΤΙΠΥΡΙΚΟΥ ΑΓΩΝΟΣ ΤΩΝ ΔΑΣΩΝ bbox=[605, 1153, 1001, 1185]
subhead: ΑΠΟ ΤΑΣ ΣΕΡΡΑΣ bbox=[6, 2057, 99, 2070]
divider bbox=[6, 566, 279, 567]
